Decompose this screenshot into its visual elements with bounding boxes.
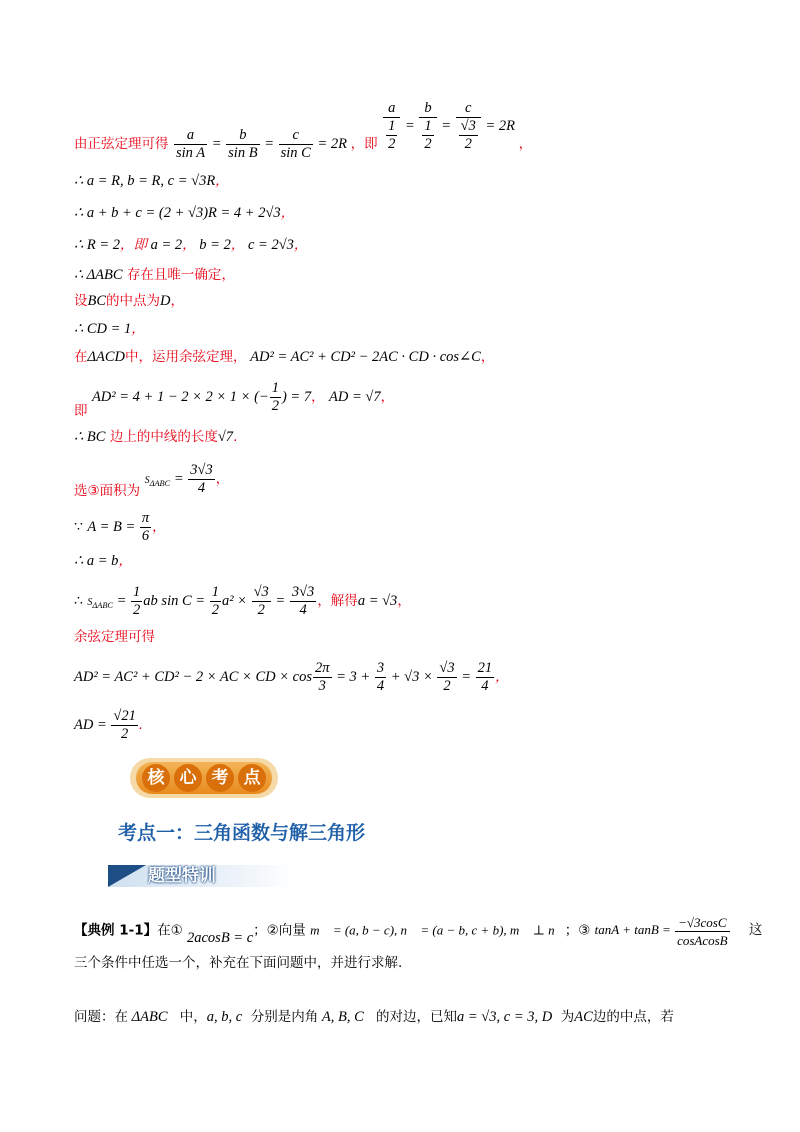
badge-char-1: 核: [142, 764, 170, 792]
line-cos-rule: 在ΔACD中，运用余弦定理， AD² = AC² + CD² − 2AC · CD · cos∠C，: [74, 349, 495, 365]
comma: ，: [518, 135, 533, 152]
core-topic-badge: [130, 758, 278, 798]
line-AD2: AD² = AC² + CD² − 2 × AC × CD × cos $\frac{2\pi}{3}$ = 3 + $\frac{3}{4}$ + √3 × $\frac{√3}{2}$ = $\frac{21}{4}$ ，: [74, 660, 509, 694]
line-area-calc: ∴ $S_{\Delta ABC}$ = $\frac{1}{2}$ ab sin C = $\frac{1}{2}$ a² × $\frac{√3}{2}$ = $\frac{3√3}{4}$ ，解得a = √3，: [74, 584, 411, 618]
sine-rule-intro: 由正弦定理可得: [74, 135, 169, 152]
bar-triangle-icon: [108, 865, 146, 887]
line-AD-calc: 即 AD² = 4 + 1 − 2 × 2 × 1 × (− $\frac{1}{2}$ ) = 7， AD = √7，: [74, 380, 395, 419]
badge-char-4: 点: [238, 764, 266, 792]
lead-ji: ，即: [350, 135, 378, 152]
line-R: ∴ R = 2，即 a = 2， b = 2， c = 2√3，: [74, 237, 308, 253]
example-label: 【典例 1-1】: [74, 922, 158, 939]
line-median: ∴ BC 边上的中线的长度√7.: [74, 429, 238, 445]
line-AD-result: AD = $\frac{√21}{2}$ .: [74, 708, 144, 742]
sine-rule-formula: $\frac{a}{\text{sin A}}$ = $\frac{b}{\text{sin B}}$ = $\frac{c}{\text{sin C}}$ = 2R: [175, 127, 351, 161]
line-perimeter: ∴ a + b + c = (2 + √3)R = 4 + 2√3，: [74, 205, 295, 221]
bar-title: 题型特训: [148, 866, 216, 886]
line-midpoint: 设BC的中点为D，: [74, 293, 185, 309]
line-angles: ∵ A = B = $\frac{\pi}{6}$ ，: [74, 510, 166, 544]
line-a-eq-b: ∴ a = b，: [74, 553, 132, 569]
question-line: 问题：在 ΔABC 中，a, b, c 分别是内角 A, B, C 的对边，已知a = √3, c = 3, D 为AC边的中点，若: [74, 1009, 674, 1025]
line-abc: ∴ a = R, b = R, c = √3R，: [74, 173, 229, 189]
topic-title: 考点一：三角函数与解三角形: [118, 822, 366, 844]
example-line-2: 三个条件中任选一个，补充在下面问题中，并进行求解.: [74, 955, 403, 971]
line-CD: ∴ CD = 1，: [74, 321, 145, 337]
line-cos-intro: 余弦定理可得: [74, 629, 155, 645]
example-line-1: 【典例 1-1】在① 2acosB = c；②向量 m⃗ = (a, b − c), n⃗ = (a − b, c + b), m⃗ ⊥ n⃗；③ tanA + tanB = $\frac{-√3\cos C}{\text{cosAcosB}}$ 这: [74, 915, 763, 948]
line-unique: ∴ ΔABC 存在且唯一确定，: [74, 267, 235, 283]
sine-rule-line: [74, 100, 533, 171]
badge-char-2: 心: [174, 764, 202, 792]
section-bar: [108, 865, 296, 887]
badge-char-3: 考: [206, 764, 234, 792]
ratio-formula: $\frac{a}{\frac{1}{2}}$ = $\frac{b}{\frac{1}{2}}$ = $\frac{c}{\frac{√3}{2}}$ = 2R: [382, 118, 519, 134]
line-area: 选③面积为 $S_{\Delta ABC}$ = $\frac{3√3}{4}$ ，: [74, 462, 230, 499]
